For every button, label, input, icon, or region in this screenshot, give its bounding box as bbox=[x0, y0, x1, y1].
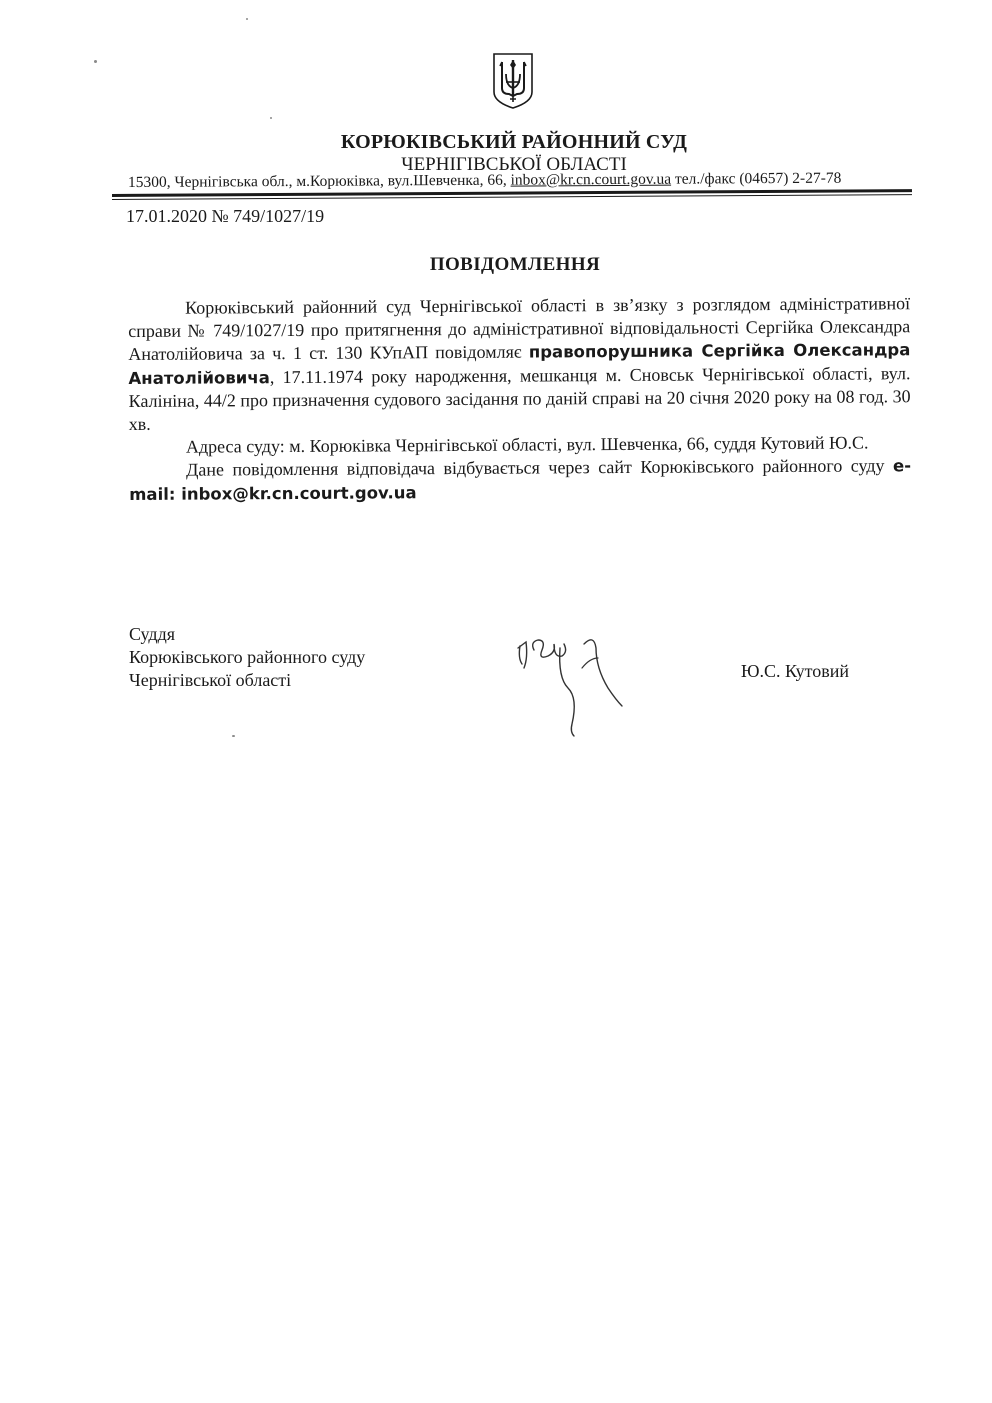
document-reference: 17.01.2020 № 749/1027/19 bbox=[126, 206, 325, 226]
document-body bbox=[128, 292, 911, 506]
body-paragraph-3 bbox=[129, 455, 911, 506]
court-email-link[interactable]: inbox@kr.cn.court.gov.ua bbox=[510, 170, 672, 189]
judge-name: Ю.С. Кутовий bbox=[741, 661, 850, 681]
scan-speck bbox=[270, 117, 272, 119]
signatory-court: Корюківського районного суду bbox=[129, 647, 366, 667]
scan-speck bbox=[232, 735, 235, 737]
signatory-block bbox=[129, 623, 365, 692]
court-email-bold: e-mail: inbox@kr.cn.court.gov.ua bbox=[129, 456, 912, 504]
scan-speck bbox=[246, 18, 248, 20]
trident-emblem-icon bbox=[491, 52, 535, 110]
signatory-role: Суддя bbox=[129, 624, 176, 644]
address-phone: тел./факс (04657) 2-27-78 bbox=[671, 169, 842, 188]
court-address-line bbox=[128, 169, 908, 192]
paragraph-1-text-b: , 17.11.1974 року народження, мешканця м. Сновськ Чернігівської області, вул. Калініна, 44/2 про призначення судового засідання по даній справі на 20 січня 2020 року на 08 год. 30 хв. bbox=[128, 362, 911, 435]
court-region: ЧЕРНІГІВСЬКОЇ ОБЛАСТІ bbox=[401, 154, 627, 175]
body-paragraph-2: Адреса суду: м. Корюківка Чернігівської області, вул. Шевченка, 66, суддя Кутовий Ю.С. bbox=[185, 432, 869, 457]
paragraph-3-text: Дане повідомлення відповідача відбувається через сайт Корюківського районного суду bbox=[185, 455, 894, 481]
body-paragraph-1 bbox=[128, 292, 911, 436]
signatory-region: Чернігівської області bbox=[129, 670, 292, 690]
court-name: КОРЮКІВСЬКИЙ РАЙОННИЙ СУД bbox=[340, 131, 688, 153]
document-title: ПОВІДОМЛЕННЯ bbox=[429, 254, 601, 275]
handwritten-signature-icon bbox=[512, 628, 632, 738]
offender-name-bold: правопорушника Сергійка Олександра Анатолійовича bbox=[128, 340, 911, 388]
address-prefix: 15300, Чернігівська обл., м.Корюківка, вул.Шевченка, 66, bbox=[127, 171, 511, 191]
scan-speck bbox=[94, 60, 97, 63]
paragraph-1-text-a: Корюківський районний суд Чернігівської області в зв’язку з розглядом адміністративної справи № 749/1027/19 про притягнення до адміністративної відповідальності Сергійка Олександра Анатолійовича за ч. 1 ст. 130 КУпАП повідомляє bbox=[128, 293, 911, 365]
